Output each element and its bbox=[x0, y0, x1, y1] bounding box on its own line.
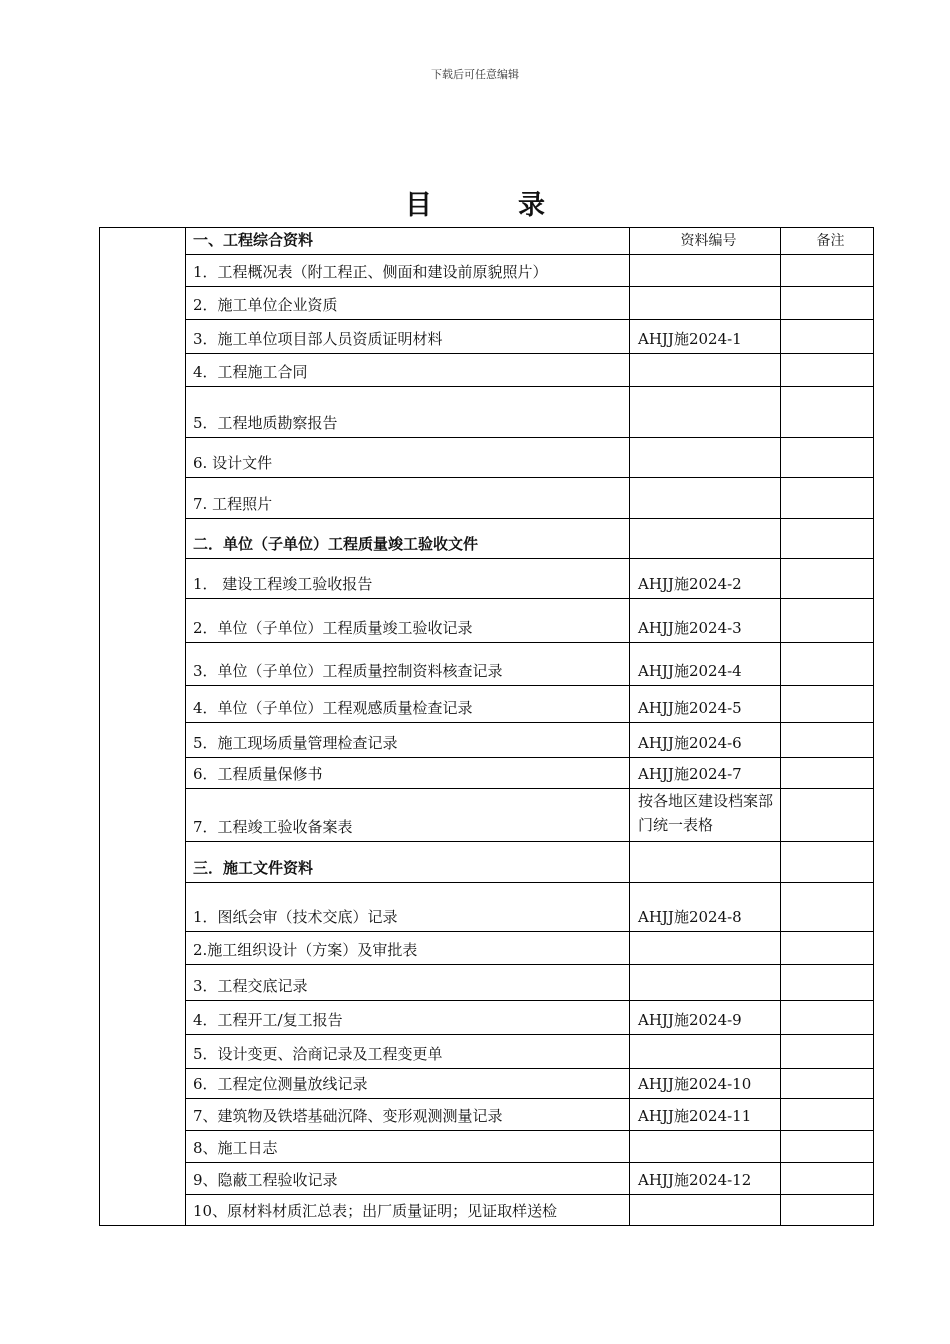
item-code-text: 按各地区建设档案部门统一表格 bbox=[638, 792, 774, 834]
left-margin-cell bbox=[100, 228, 186, 1226]
item-label: 10、原材料材质汇总表；出厂质量证明；见证取样送检 bbox=[186, 1195, 630, 1226]
table-row bbox=[100, 686, 874, 723]
section-row bbox=[100, 842, 874, 883]
item-code bbox=[630, 758, 781, 789]
item-label: 6．工程质量保修书 bbox=[186, 758, 630, 789]
table-row bbox=[100, 478, 874, 519]
item-label: 7、建筑物及铁塔基础沉降、变形观测测量记录 bbox=[186, 1099, 630, 1131]
item-code bbox=[630, 643, 781, 686]
item-label: 7. 工程照片 bbox=[186, 478, 630, 519]
item-note bbox=[781, 1131, 874, 1163]
header-note: 下载后可任意编辑 bbox=[431, 68, 519, 81]
table-row bbox=[100, 932, 874, 965]
item-note bbox=[781, 354, 874, 387]
item-note bbox=[781, 599, 874, 643]
item-label: 3．工程交底记录 bbox=[186, 965, 630, 1001]
item-code bbox=[630, 559, 781, 599]
item-note bbox=[781, 255, 874, 287]
item-code-text: AHJJ施2024-8 bbox=[638, 908, 742, 926]
item-note bbox=[781, 789, 874, 842]
item-label: 7．工程竣工验收备案表 bbox=[186, 789, 630, 842]
item-label: 3．单位（子单位）工程质量控制资料核查记录 bbox=[186, 643, 630, 686]
section-heading: 三．施工文件资料 bbox=[186, 842, 630, 883]
item-code-text: AHJJ施2024-2 bbox=[638, 575, 742, 593]
item-note bbox=[781, 1195, 874, 1226]
table-row bbox=[100, 387, 874, 438]
item-code bbox=[630, 686, 781, 723]
item-code-text: AHJJ施2024-12 bbox=[638, 1171, 752, 1189]
table-row bbox=[100, 1131, 874, 1163]
item-code bbox=[630, 932, 781, 965]
item-note bbox=[781, 643, 874, 686]
item-note bbox=[781, 478, 874, 519]
item-label: 1．图纸会审（技术交底）记录 bbox=[186, 883, 630, 932]
table-row bbox=[100, 1035, 874, 1069]
item-note bbox=[781, 842, 874, 883]
title-char-2: 录 bbox=[518, 190, 545, 221]
table-row bbox=[100, 438, 874, 478]
item-note bbox=[781, 1069, 874, 1099]
item-note bbox=[781, 519, 874, 559]
item-label: 2.施工组织设计（方案）及审批表 bbox=[186, 932, 630, 965]
item-note bbox=[781, 686, 874, 723]
table-row bbox=[100, 643, 874, 686]
item-note bbox=[781, 320, 874, 354]
item-label: 5．工程地质勘察报告 bbox=[186, 387, 630, 438]
item-note bbox=[781, 287, 874, 320]
table-row bbox=[100, 1163, 874, 1195]
item-code bbox=[630, 1163, 781, 1195]
item-code bbox=[630, 1035, 781, 1069]
section-heading: 一、工程综合资料 bbox=[186, 228, 630, 255]
item-code bbox=[630, 354, 781, 387]
item-note bbox=[781, 883, 874, 932]
item-code bbox=[630, 723, 781, 758]
item-label: 1． 建设工程竣工验收报告 bbox=[186, 559, 630, 599]
item-label: 6．工程定位测量放线记录 bbox=[186, 1069, 630, 1099]
item-code-text: AHJJ施2024-11 bbox=[638, 1107, 752, 1125]
item-note bbox=[781, 1035, 874, 1069]
table-row bbox=[100, 1001, 874, 1035]
item-note bbox=[781, 438, 874, 478]
item-note bbox=[781, 387, 874, 438]
table-row bbox=[100, 287, 874, 320]
item-label: 5．设计变更、洽商记录及工程变更单 bbox=[186, 1035, 630, 1069]
section-heading: 二．单位（子单位）工程质量竣工验收文件 bbox=[186, 519, 630, 559]
item-label: 5．施工现场质量管理检查记录 bbox=[186, 723, 630, 758]
item-code bbox=[630, 1069, 781, 1099]
table-row bbox=[100, 965, 874, 1001]
item-code bbox=[630, 883, 781, 932]
item-note bbox=[781, 932, 874, 965]
table-row bbox=[100, 255, 874, 287]
title-char-1: 目 bbox=[405, 190, 432, 221]
item-code bbox=[630, 438, 781, 478]
item-label: 4．工程开工/复工报告 bbox=[186, 1001, 630, 1035]
item-code bbox=[630, 789, 781, 842]
table-row bbox=[100, 599, 874, 643]
item-label: 1．工程概况表（附工程正、侧面和建设前原貌照片） bbox=[186, 255, 630, 287]
contents-table-body bbox=[100, 228, 874, 1226]
item-code bbox=[630, 255, 781, 287]
table-row bbox=[100, 1069, 874, 1099]
item-code bbox=[630, 1131, 781, 1163]
item-label: 2．单位（子单位）工程质量竣工验收记录 bbox=[186, 599, 630, 643]
item-note bbox=[781, 723, 874, 758]
column-header-code: 资料编号 bbox=[630, 228, 781, 255]
item-note bbox=[781, 1163, 874, 1195]
section-row bbox=[100, 519, 874, 559]
column-header-note: 备注 bbox=[781, 228, 874, 255]
table-row bbox=[100, 758, 874, 789]
item-note bbox=[781, 758, 874, 789]
table-row bbox=[100, 354, 874, 387]
item-code bbox=[630, 965, 781, 1001]
item-code bbox=[630, 387, 781, 438]
table-row bbox=[100, 723, 874, 758]
item-code bbox=[630, 1001, 781, 1035]
item-label: 8、施工日志 bbox=[186, 1131, 630, 1163]
item-label: 4．工程施工合同 bbox=[186, 354, 630, 387]
item-code bbox=[630, 1099, 781, 1131]
item-note bbox=[781, 1001, 874, 1035]
table-row bbox=[100, 1099, 874, 1131]
item-code-text: AHJJ施2024-5 bbox=[638, 699, 742, 717]
item-code-text: AHJJ施2024-4 bbox=[638, 662, 742, 680]
item-code bbox=[630, 478, 781, 519]
item-code-text: AHJJ施2024-10 bbox=[638, 1075, 752, 1093]
table-row bbox=[100, 789, 874, 842]
item-code bbox=[630, 1195, 781, 1226]
item-code bbox=[630, 842, 781, 883]
item-code bbox=[630, 519, 781, 559]
item-code-text: AHJJ施2024-6 bbox=[638, 734, 742, 752]
section-row bbox=[100, 228, 874, 255]
item-note bbox=[781, 559, 874, 599]
contents-table bbox=[99, 227, 874, 1226]
item-label: 3．施工单位项目部人员资质证明材料 bbox=[186, 320, 630, 354]
table-row bbox=[100, 1195, 874, 1226]
table-row bbox=[100, 320, 874, 354]
table-row bbox=[100, 559, 874, 599]
item-label: 4．单位（子单位）工程观感质量检查记录 bbox=[186, 686, 630, 723]
item-code-text: AHJJ施2024-9 bbox=[638, 1011, 742, 1029]
item-label: 6. 设计文件 bbox=[186, 438, 630, 478]
item-code bbox=[630, 287, 781, 320]
item-code-text: AHJJ施2024-3 bbox=[638, 619, 742, 637]
table-row bbox=[100, 883, 874, 932]
page-title bbox=[0, 183, 950, 222]
item-code-text: AHJJ施2024-1 bbox=[638, 330, 742, 348]
item-note bbox=[781, 1099, 874, 1131]
item-code bbox=[630, 320, 781, 354]
item-label: 2．施工单位企业资质 bbox=[186, 287, 630, 320]
item-code bbox=[630, 599, 781, 643]
item-label: 9、隐蔽工程验收记录 bbox=[186, 1163, 630, 1195]
item-code-text: AHJJ施2024-7 bbox=[638, 765, 742, 783]
item-note bbox=[781, 965, 874, 1001]
